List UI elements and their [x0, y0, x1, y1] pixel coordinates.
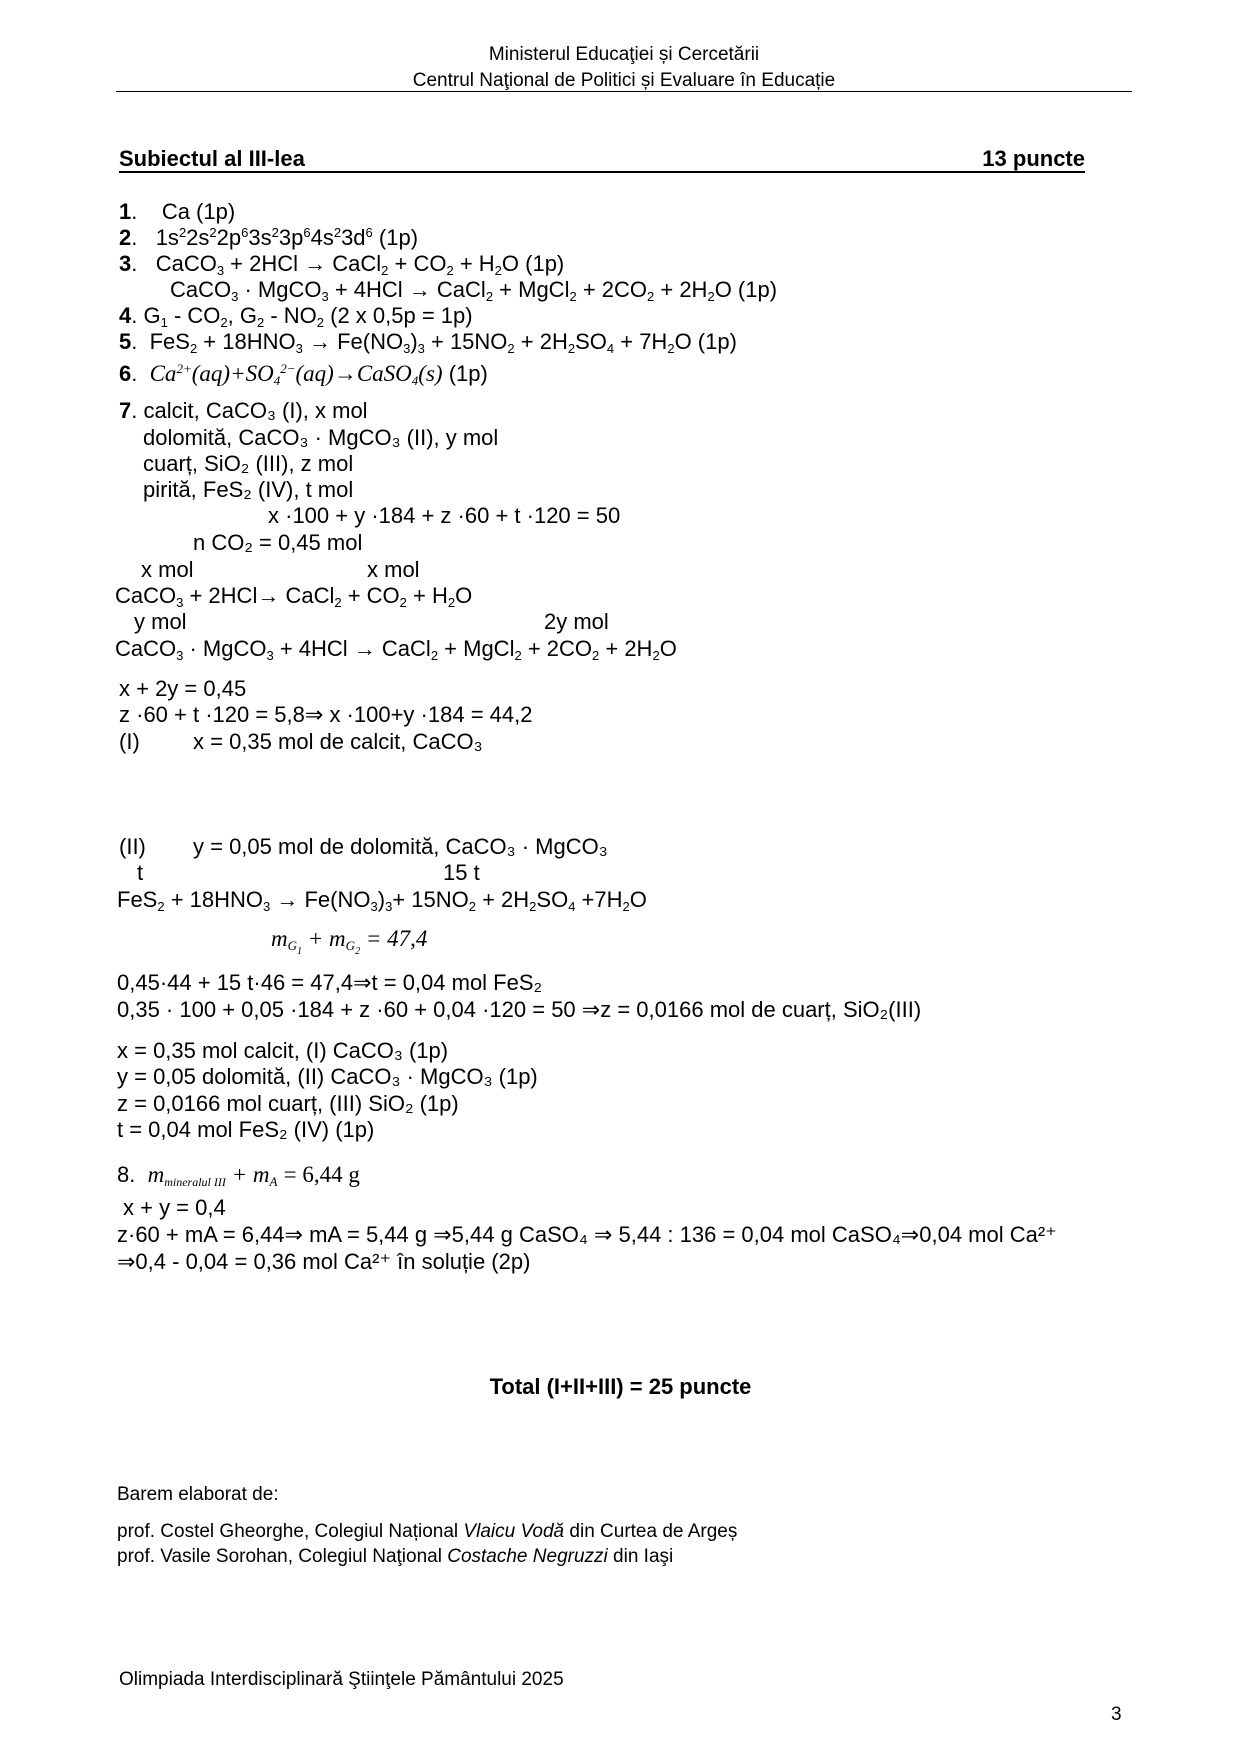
item-number: 8. [117, 1162, 136, 1187]
mass-sum-value: = 6,44 g [283, 1162, 360, 1187]
final-calcite: x = 0,35 mol calcit, (I) CaCO₃ (1p) [117, 1038, 449, 1063]
item-1-answer: Ca (1p) [161, 199, 236, 224]
co2-moles: n CO₂ = 0,45 mol [193, 530, 363, 555]
gas-mass-equation: $m_{G_1} + m_{G_2} = 47,4$ [271, 926, 428, 957]
pyrite-calculation: 0,45·44 + 15 t·46 = 47,4⇒t = 0,04 mol FeS₂ [117, 970, 543, 995]
credits-heading: Barem elaborat de: [117, 1484, 279, 1505]
gas-mass-value: = 47,4 [365, 926, 428, 951]
mineral-calcite: . calcit, CaCO₃ (I), x mol [131, 398, 368, 423]
item-number: 6 [119, 361, 132, 386]
final-quartz: z = 0,0166 mol cuarț, (III) SiO₂ (1p) [117, 1091, 459, 1116]
credit-author-1 [117, 1521, 737, 1544]
item-8-line-2: x + y = 0,4 [123, 1195, 226, 1220]
mineral-pyrite: pirită, FeS₂ (IV), t mol [143, 477, 354, 502]
author-1-name: prof. Costel Gheorghe, Colegiul Național [117, 1521, 464, 1542]
subject-title: Subiectul al III-lea [119, 146, 305, 171]
reaction-3-moles-right: 15 t [443, 860, 480, 885]
item-number: 3 [119, 251, 132, 276]
footer-text: Olimpiada Interdisciplinară Ştiinţele Pământului 2025 [119, 1669, 564, 1690]
reaction-3: $FeS_2 + 18HNO_3 \to Fe(NO_3)_3+ 15NO_2 + 2H_2SO_4 +7H_2O$ [117, 887, 647, 914]
item-2: 2. $1s^22s^22p^63s^23p^64s^23d^6$ (1p) [119, 225, 419, 250]
author-1-school: Vlaicu Vodă [463, 1521, 565, 1542]
author-2-school: Costache Negruzzi [447, 1546, 608, 1567]
mass-equation: x ·100 + y ·184 + z ·60 + t ·120 = 50 [268, 503, 621, 528]
item-number: 5 [119, 329, 132, 354]
mineral-quartz: cuarț, SiO₂ (III), z mol [143, 451, 354, 476]
result-dolomite: y = 0,05 mol de dolomită, CaCO₃ · MgCO₃ [193, 834, 608, 859]
reaction-2: CaCO$_3$ · MgCO$_3$ + 4HCl → CaCl$_2$ + MgCl$_2$ + $2CO_2 + 2H_2O$ [115, 636, 677, 663]
result-calcite: x = 0,35 mol de calcit, CaCO₃ [193, 729, 483, 754]
item-number: 2 [119, 225, 132, 250]
item-1: 1. Ca (1p) [119, 199, 236, 224]
mass-sum-expression: $m_{mineralul III} + m_A$ [147, 1162, 278, 1189]
reaction-2-moles-left: y mol [134, 609, 187, 634]
item-number: 1 [119, 199, 132, 224]
item-4: 4. $G_1 - CO_2$, $G_2 - NO_2$ (2 x 0,5p = 1p) [119, 303, 473, 330]
item-8-line-1 [117, 1161, 360, 1190]
subject-points: 13 puncte [982, 146, 1085, 171]
ministry-name: Ministerul Educaţiei și Cercetării [488, 44, 760, 65]
item-6-points: (1p) [448, 361, 488, 386]
item-number: 7 [119, 398, 132, 423]
author-2-city: din Iaşi [607, 1546, 674, 1567]
final-dolomite: y = 0,05 dolomită, (II) CaCO₃ · MgCO₃ (1p) [117, 1064, 538, 1089]
quartz-calculation: 0,35 · 100 + 0,05 ·184 + z ·60 + 0,04 ·120 = 50 ⇒z = 0,0166 mol de cuarț, SiO₂(III) [117, 997, 922, 1022]
item-8-line-4: ⇒0,4 - 0,04 = 0,36 mol Ca²⁺ în soluție (2p) [117, 1249, 531, 1274]
equation-co2: x + 2y = 0,45 [119, 676, 247, 701]
subject-heading [119, 147, 1085, 173]
result-calcite-tag: (I) [119, 729, 140, 754]
item-number: 4 [119, 303, 132, 328]
reaction-3-moles-left: t [137, 860, 144, 885]
author-2-name: prof. Vasile Sorohan, Colegiul Naţional [117, 1546, 448, 1567]
item-7-calcite [119, 398, 368, 424]
equation-remaining-mass: z ·60 + t ·120 = 5,8⇒ x ·100+y ·184 = 44,2 [119, 702, 533, 727]
total-points: Total (I+II+III) = 25 puncte [489, 1374, 752, 1399]
header-rule [116, 91, 1132, 92]
result-dolomite-tag: (II) [119, 834, 146, 859]
ionic-equation: $Ca^{2+}(aq)+SO_4^{2-}(aq)\to CaSO_4(s)$ [149, 361, 443, 388]
credit-author-2 [117, 1546, 673, 1569]
final-pyrite: t = 0,04 mol FeS₂ (IV) (1p) [117, 1117, 375, 1142]
mineral-dolomite: dolomită, CaCO₃ · MgCO₃ (II), y mol [143, 425, 499, 450]
author-1-city: din Curtea de Argeș [564, 1521, 738, 1542]
item-6: 6. $Ca^{2+}(aq)+SO_4^{2-}(aq)\to CaSO_4(s)$ (1p) [119, 361, 488, 388]
reaction-1-moles-left: x mol [141, 557, 194, 582]
item-8-line-3: z·60 + mA = 6,44⇒ mA = 5,44 g ⇒5,44 g CaSO₄ ⇒ 5,44 : 136 = 0,04 mol CaSO₄⇒0,04 mol Ca²⁺ [117, 1222, 1057, 1247]
reaction-1: CaCO$_3$ + 2HCl→ CaCl$_2$ + $CO_2 + H_2O$ [115, 583, 473, 610]
page-number: 3 [1111, 1704, 1122, 1725]
center-name: Centrul Naţional de Politici și Evaluare în Educație [412, 70, 836, 91]
item-5: 5. $FeS_2 + 18HNO_3 \to Fe(NO_3)_3 + 15NO_2 + 2H_2SO_4 + 7H_2O$ (1p) [119, 329, 737, 356]
reaction-1-moles-right: x mol [367, 557, 420, 582]
reaction-2-moles-right: 2y mol [544, 609, 609, 634]
document-header [116, 42, 1132, 94]
item-3-line-2: CaCO$_3$ · MgCO$_3$ + 4HCl → CaCl$_2$ + MgCl$_2$ + $2CO_2 + 2H_2O$ (1p) [170, 277, 778, 304]
item-3-line-1: 3. CaCO$_3$ + 2HCl → CaCl$_2$ + $CO_2 + H_2O$ (1p) [119, 251, 565, 278]
